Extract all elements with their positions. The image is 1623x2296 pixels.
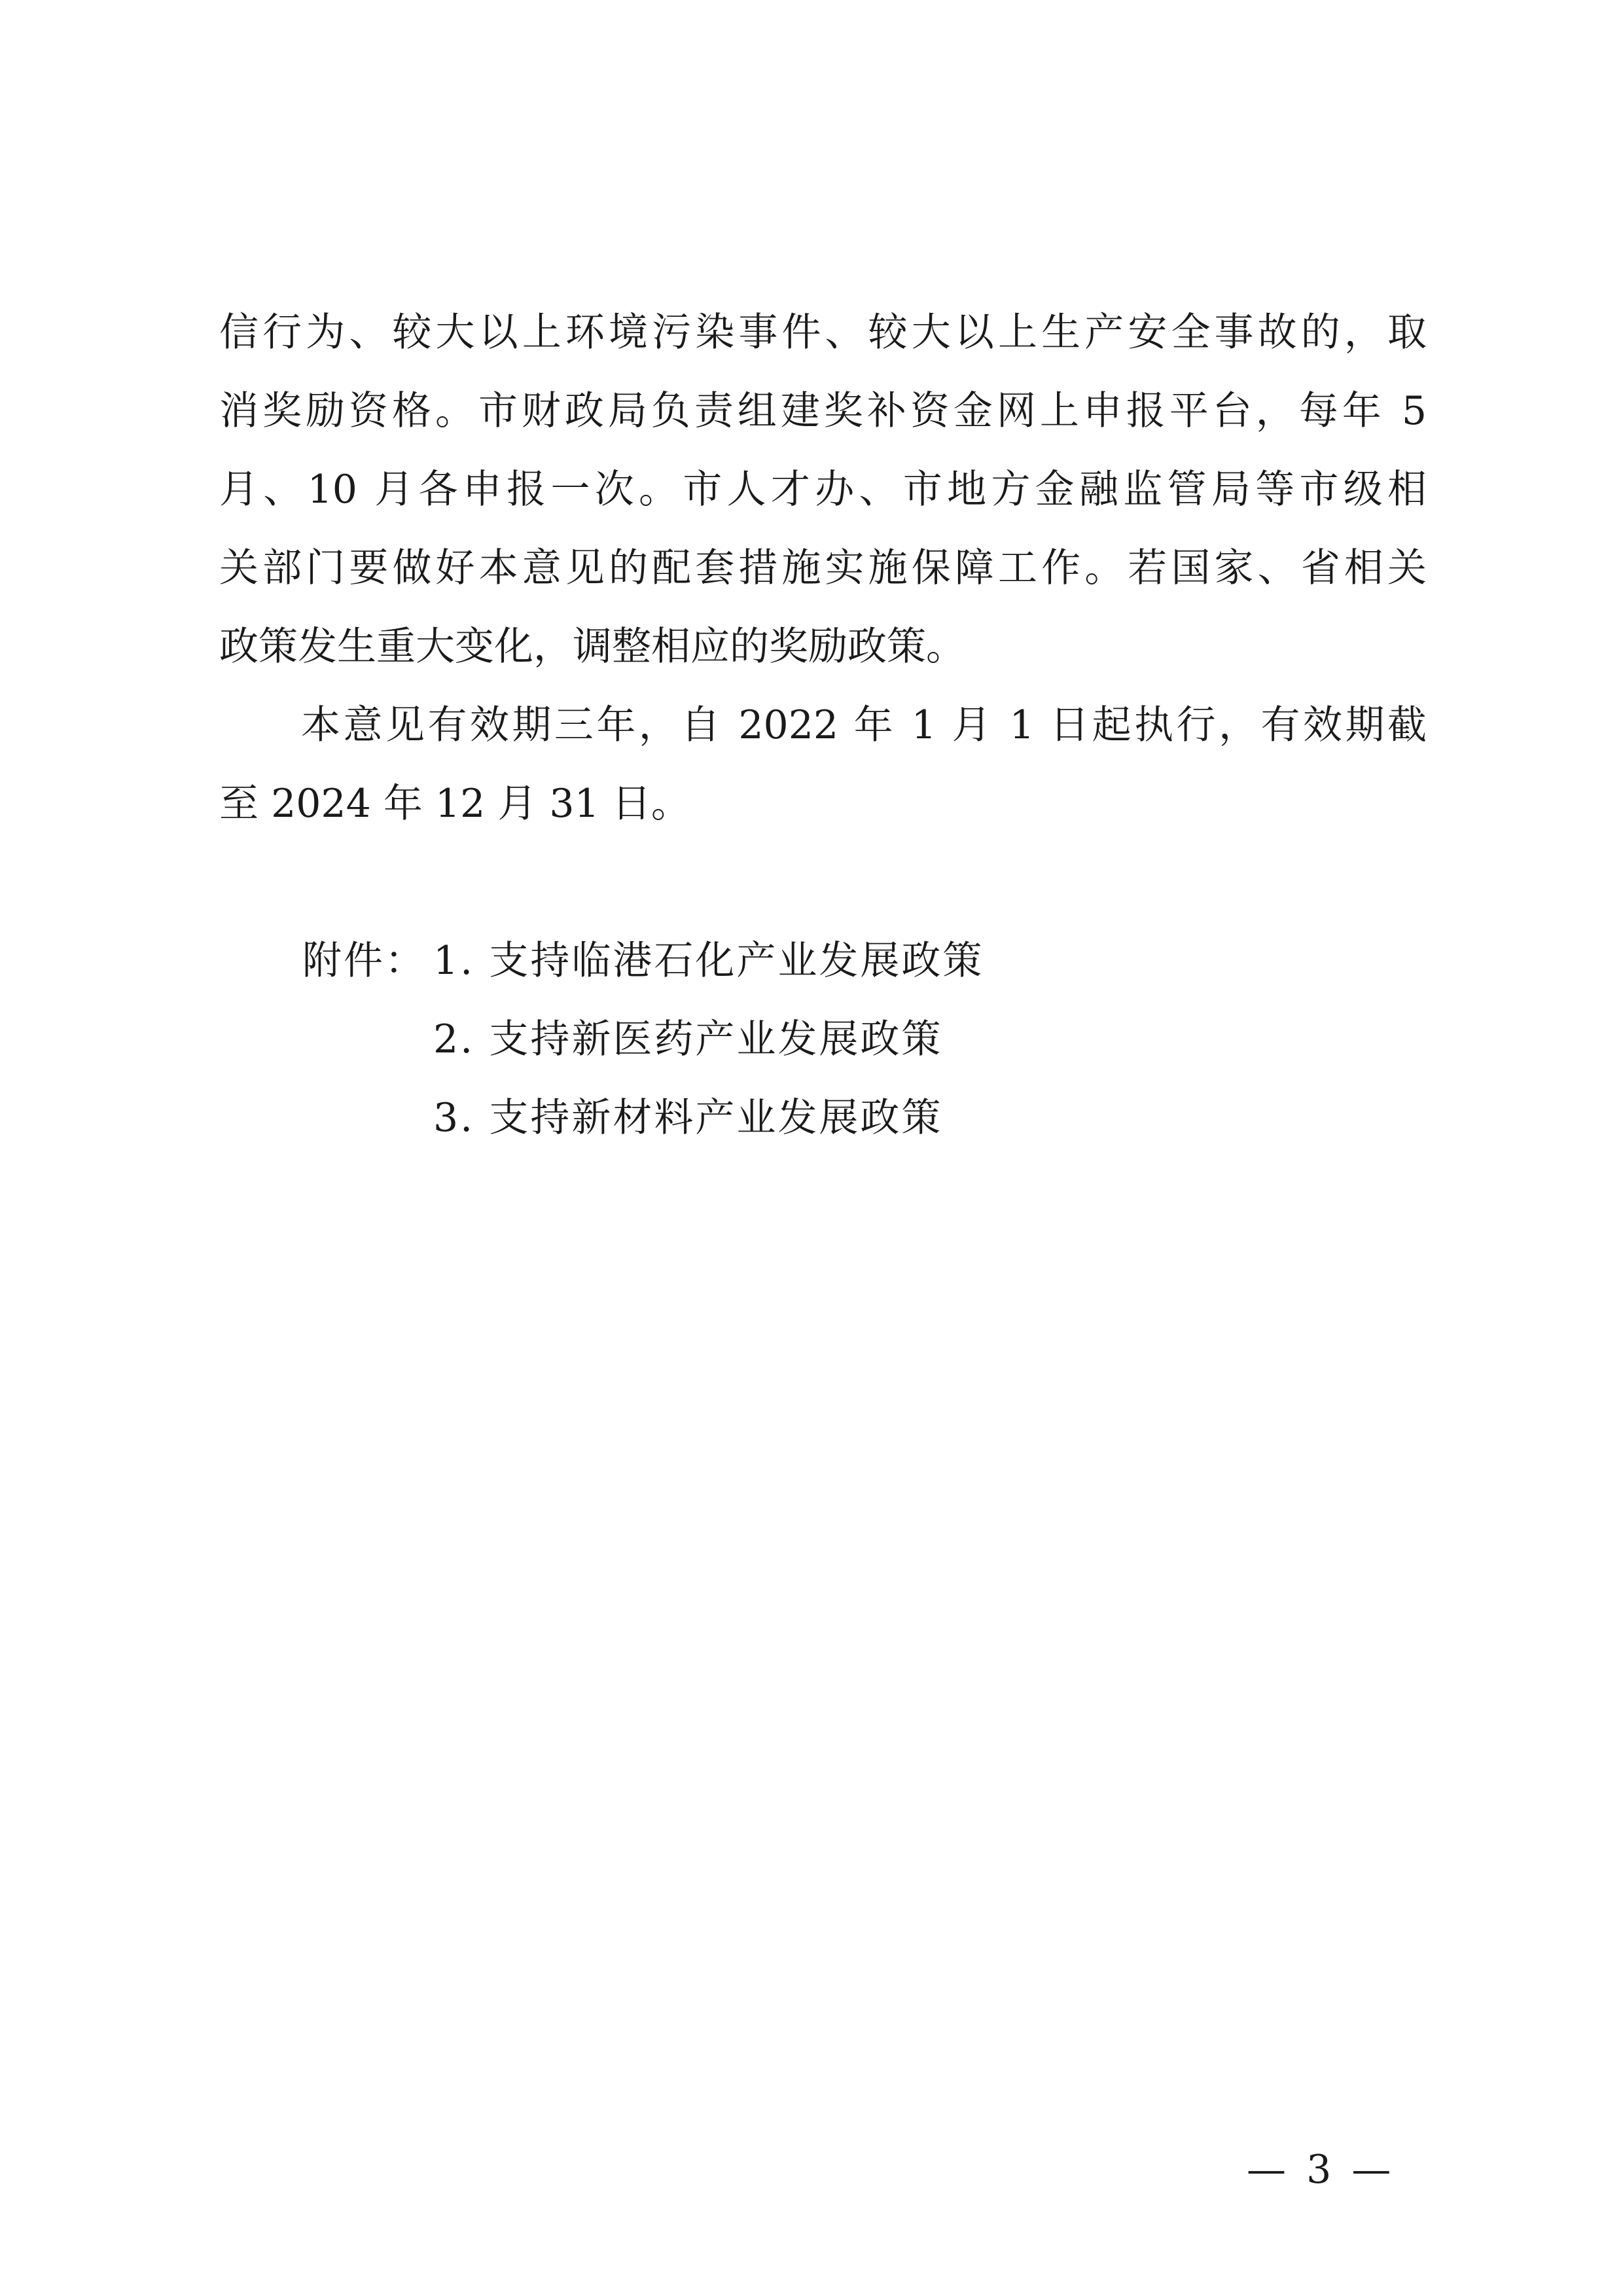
paragraph-1-line-4: 关部门要做好本意见的配套措施实施保障工作。若国家、省相关 (219, 545, 1427, 591)
attachment-item-1: 1. 支持临港石化产业发展政策 (433, 938, 984, 984)
attachments-label: 附件： (302, 938, 426, 984)
paragraph-1-line-3: 月、10 月各申报一次。市人才办、市地方金融监管局等市级相 (219, 467, 1427, 512)
paragraph-2-line-1: 本意见有效期三年，自 2022 年 1 月 1 日起执行，有效期截 (301, 702, 1427, 748)
page-number: — 3 — (1247, 2147, 1395, 2193)
paragraph-1-line-1: 信行为、较大以上环境污染事件、较大以上生产安全事故的，取 (219, 310, 1427, 355)
attachment-item-3: 3. 支持新材料产业发展政策 (433, 1095, 943, 1141)
paragraph-1-line-5: 政策发生重大变化，调整相应的奖励政策。 (219, 624, 965, 670)
attachment-item-2: 2. 支持新医药产业发展政策 (433, 1016, 943, 1062)
paragraph-2-line-2: 至 2024 年 12 月 31 日。 (219, 781, 690, 827)
paragraph-1-line-2: 消奖励资格。市财政局负责组建奖补资金网上申报平台，每年 5 (219, 388, 1427, 434)
